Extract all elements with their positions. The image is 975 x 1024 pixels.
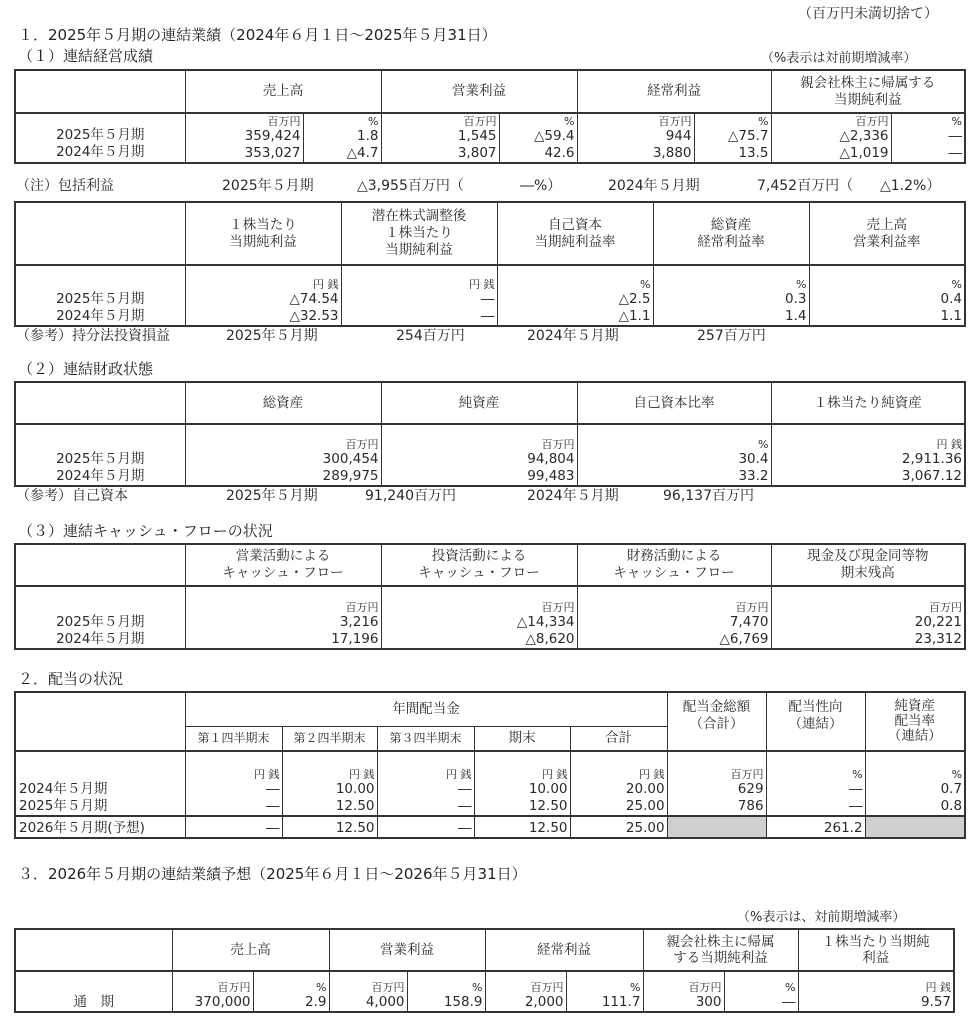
cell-q3-forecast: ― — [377, 816, 474, 838]
cell-ordinary: 百万円 944 3,880 — [577, 113, 694, 163]
row-labels — [15, 265, 185, 326]
col-header-annual-dividend: 年間配当金 — [185, 692, 667, 726]
financial-position-table — [14, 381, 966, 487]
col-header-ordinary-income: 経常利益 — [485, 929, 643, 971]
cell-operating-pct: % 158.9 — [407, 971, 485, 1012]
percent-note: （%表示は対前期増減率） — [761, 51, 917, 66]
row-label: 2024年５月期 — [19, 781, 108, 797]
cell-total-forecast: 25.00 — [570, 816, 667, 838]
cell-year-end: 円 銭 10.00 12.50 — [474, 751, 570, 816]
col-header-roe: 自己資本 当期純利益率 — [497, 202, 653, 265]
header-blank — [15, 692, 185, 751]
col-header-cash-ending: 現金及び現金同等物 期末残高 — [771, 544, 965, 586]
row-label-forecast: 2026年５月期(予想) — [15, 816, 185, 838]
col-header-bps: １株当たり純資産 — [771, 382, 965, 424]
equity-note-value-2: 96,137百万円 — [663, 488, 754, 504]
row-label: 2025年５月期 — [56, 614, 145, 630]
col-header-operating-income: 営業利益 — [381, 70, 577, 113]
col-header-operating-income: 営業利益 — [329, 929, 485, 971]
col-header-equity-ratio: 自己資本比率 — [577, 382, 771, 424]
cell-payout-ratio-forecast: 261.2 — [766, 816, 865, 838]
col-header-net-income: 親会社株主に帰属 する当期純利益 — [643, 929, 798, 971]
cell-operating-pct: % △59.4 42.6 — [499, 113, 577, 163]
equity-note-value-1: 91,240百万円 — [365, 488, 456, 504]
forecast-table — [14, 928, 955, 1013]
row-labels — [15, 424, 185, 486]
cell-doe: % 0.7 0.8 — [865, 751, 965, 816]
cell-eps: 円 銭 9.57 — [798, 971, 954, 1012]
col-header-financing-cf: 財務活動による キャッシュ・フロー — [577, 544, 771, 586]
cell-sales: 百万円 370,000 — [172, 971, 253, 1012]
row-labels — [15, 113, 185, 163]
col-header-q1: 第１四半期末 — [185, 726, 282, 751]
forecast-row — [15, 816, 965, 838]
cell-bps: 円 銭 2,911.36 3,067.12 — [771, 424, 965, 486]
cell-operating: 百万円 1,545 3,807 — [381, 113, 499, 163]
comprehensive-income-period-1: 2025年５月期 — [222, 178, 314, 194]
forecast-percent-note: （%表示は、対前期増減率） — [737, 910, 906, 925]
section-2-title: ２．配当の状況 — [18, 670, 124, 688]
cell-financing-cf: 百万円 7,470 △6,769 — [577, 586, 771, 649]
row-label: 2025年５月期 — [19, 798, 108, 814]
comprehensive-income-value-1: △3,955百万円（ — [357, 178, 464, 194]
col-header-sales: 売上高 — [185, 70, 381, 113]
cell-total-assets: 百万円 300,454 289,975 — [185, 424, 381, 486]
comprehensive-income-value-2: 7,452百万円（ — [757, 178, 854, 194]
cell-ordinary: 百万円 2,000 — [485, 971, 566, 1012]
col-header-total-dividend: 配当金総額 （合計） — [667, 692, 766, 751]
cell-q2: 円 銭 10.00 12.50 — [282, 751, 377, 816]
col-header-investing-cf: 投資活動による キャッシュ・フロー — [381, 544, 577, 586]
cell-net-income: 百万円 △2,336 △1,019 — [771, 113, 891, 163]
cell-q3: 円 銭 ― ― — [377, 751, 474, 816]
cell-cash-ending: 百万円 20,221 23,312 — [771, 586, 965, 649]
col-header-eps: １株当たり 当期純利益 — [185, 202, 341, 265]
row-label: 2025年５月期 — [56, 291, 145, 307]
header-blank — [15, 70, 185, 113]
cell-payout-ratio: % ― ― — [766, 751, 865, 816]
header-blank — [15, 382, 185, 424]
equity-method-period-1: 2025年５月期 — [226, 328, 318, 344]
cell-q1: 円 銭 ― ― — [185, 751, 282, 816]
cell-total: 円 銭 20.00 25.00 — [570, 751, 667, 816]
cell-roa: % 0.3 1.4 — [653, 265, 809, 326]
cell-sales-pct: % 2.9 — [253, 971, 329, 1012]
cell-equity-ratio: % 30.4 33.2 — [577, 424, 771, 486]
cell-eps: 円 銭 △74.54 △32.53 — [185, 265, 341, 326]
col-header-sales: 売上高 — [172, 929, 329, 971]
col-header-net-assets: 純資産 — [381, 382, 577, 424]
section-1-1-title: （１）連結経営成績 — [18, 47, 154, 65]
header-blank — [15, 202, 185, 265]
col-header-eps: １株当たり当期純 利益 — [798, 929, 954, 971]
cell-total-dividend: 百万円 629 786 — [667, 751, 766, 816]
cell-investing-cf: 百万円 △14,334 △8,620 — [381, 586, 577, 649]
header-blank — [15, 544, 185, 586]
col-header-doe: 純資産 配当率 （連結） — [865, 692, 965, 751]
equity-method-value-2: 257百万円 — [697, 328, 766, 344]
comprehensive-income-pct-2: △1.2%） — [880, 178, 941, 194]
equity-note-label: （参考）自己資本 — [16, 488, 128, 504]
equity-method-value-1: 254百万円 — [396, 328, 465, 344]
cell-year-end-forecast: 12.50 — [474, 816, 570, 838]
cell-sales-pct: % 1.8 △4.7 — [303, 113, 381, 163]
col-header-year-end: 期末 — [474, 726, 570, 751]
col-header-ordinary-income: 経常利益 — [577, 70, 771, 113]
col-header-operating-margin: 売上高 営業利益率 — [809, 202, 965, 265]
col-header-roa: 総資産 経常利益率 — [653, 202, 809, 265]
comprehensive-income-period-2: 2024年５月期 — [608, 178, 700, 194]
cell-doe-forecast — [865, 816, 965, 838]
equity-method-label: （参考）持分法投資損益 — [16, 328, 170, 344]
comprehensive-income-pct-1: ―%） — [520, 178, 562, 194]
section-3-title: ３．2026年５月期の連結業績予想（2025年６月１日～2026年５月31日） — [18, 865, 527, 883]
row-label: 2025年５月期 — [56, 451, 145, 467]
col-header-operating-cf: 営業活動による キャッシュ・フロー — [185, 544, 381, 586]
cell-net-assets: 百万円 94,804 99,483 — [381, 424, 577, 486]
cell-net-income: 百万円 300 — [643, 971, 724, 1012]
equity-method-period-2: 2024年５月期 — [527, 328, 619, 344]
row-label: 2024年５月期 — [56, 144, 145, 160]
row-labels — [15, 751, 185, 816]
equity-note-period-2: 2024年５月期 — [527, 488, 619, 504]
section-1-title: １．2025年５月期の連結業績（2024年６月１日～2025年５月31日） — [18, 26, 497, 44]
cell-sales: 百万円 359,424 353,027 — [185, 113, 303, 163]
row-label: 2025年５月期 — [56, 127, 145, 143]
header-blank — [15, 929, 172, 971]
col-header-payout-ratio: 配当性向 （連結） — [766, 692, 865, 751]
cell-total-dividend-forecast — [667, 816, 766, 838]
header-line: 親会社株主に帰属する — [800, 74, 936, 91]
cash-flow-table — [14, 543, 966, 650]
cell-ordinary-pct: % △75.7 13.5 — [694, 113, 771, 163]
row-label: 2024年５月期 — [56, 308, 145, 324]
cell-q2-forecast: 12.50 — [282, 816, 377, 838]
equity-note-period-1: 2025年５月期 — [226, 488, 318, 504]
cell-operating-cf: 百万円 3,216 17,196 — [185, 586, 381, 649]
cell-ordinary-pct: % 111.7 — [566, 971, 643, 1012]
col-header-total: 合計 — [570, 726, 667, 751]
col-header-total-assets: 総資産 — [185, 382, 381, 424]
cell-diluted-eps: 円 銭 ― ― — [341, 265, 497, 326]
cell-net-income-pct: % ― — [724, 971, 798, 1012]
operating-results-table — [14, 69, 966, 164]
section-1-2-title: （２）連結財政状態 — [18, 360, 154, 378]
section-1-3-title: （３）連結キャッシュ・フローの状況 — [18, 522, 273, 540]
cell-net-income-pct: % ― ― — [891, 113, 965, 163]
row-label: 2024年５月期 — [56, 468, 145, 484]
col-header-q3: 第３四半期末 — [377, 726, 474, 751]
unit-note: （百万円未満切捨て） — [798, 6, 938, 22]
cell-roe: % △2.5 △1.1 — [497, 265, 653, 326]
cell-q1-forecast: ― — [185, 816, 282, 838]
dividends-table — [14, 691, 966, 839]
per-share-table — [14, 201, 966, 327]
col-header-diluted-eps: 潜在株式調整後 １株当たり 当期純利益 — [341, 202, 497, 265]
header-line: 当期純利益 — [834, 91, 902, 108]
col-header-net-income — [771, 70, 965, 113]
row-labels — [15, 586, 185, 649]
cell-operating: 百万円 4,000 — [329, 971, 407, 1012]
cell-operating-margin: % 0.4 1.1 — [809, 265, 965, 326]
row-label: 2024年５月期 — [56, 631, 145, 647]
comprehensive-income-label: （注）包括利益 — [16, 178, 114, 194]
col-header-q2: 第２四半期末 — [282, 726, 377, 751]
row-label-full-year: 通 期 — [15, 971, 172, 1012]
